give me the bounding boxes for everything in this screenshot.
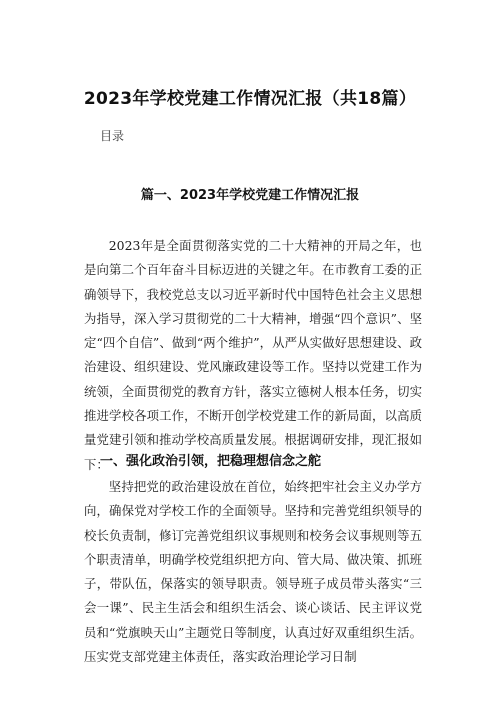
document-title: 2023年学校党建工作情况汇报（共18篇） — [83, 89, 417, 109]
section-title: 篇一、2023年学校党建工作情况汇报 — [140, 188, 360, 203]
body-paragraph-1: 坚持把党的政治建设放在首位，始终把牢社会主义办学方向，确保党对学校工作的全面领导。坚持和完善党组织领导的校长负责制，修订完善党组织议事规则和校务会议事规则等五个职责清单，明确学校党组织把方向、管大局、做决策、抓班子，带队伍，保落实的领导职责。领导班子成员带头落实“三会一课”、民主生活会和组织生活会、谈心谈话、民主评议党员和“党旗映天山”主题党日等制度，认真过好双重组织生活。压实党支部党建主体责任，落实政治理论学习日制 — [84, 479, 422, 665]
intro-paragraph: 2023年是全面贯彻落实党的二十大精神的开局之年，也是向第二个百年奋斗目标迈进的关键之年。在市教育工委的正确领导下，我校党总支以习近平新时代中国特色社会主义思想为指导，深入学习贯彻党的二十大精神，增强“四个意识”、坚定“四个自信”、做到“两个维护”，从严从实做好思想建设、政治建设、组织建设、党风廉政建设等工作。坚持以党建工作为统领，全面贯彻党的教育方针，落实立德树人根本任务，切实推进学校各项工作，不断开创学校党建工作的新局面，以高质量党建引领和推动学校高质量发展。根据调研安排，现汇报如下： — [84, 238, 422, 472]
section-heading-1: 一、强化政治引领，把稳理想信念之舵 — [100, 454, 322, 469]
table-of-contents-label: 目录 — [100, 129, 125, 143]
